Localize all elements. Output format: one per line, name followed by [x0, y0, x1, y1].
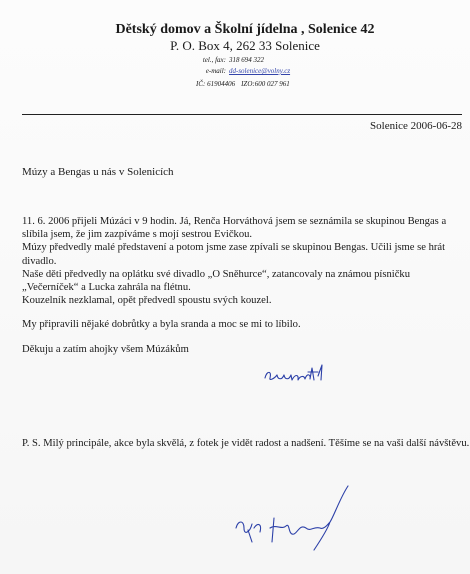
organization-address: P. O. Box 4, 262 33 Solenice	[170, 38, 320, 53]
phone-label: tel., fax:	[202, 56, 226, 64]
ic-number: IČ: 61904406	[196, 80, 236, 88]
paragraph-treats: My připravili nějaké dobrůtky a byla sranda a moc se mi to líbilo.	[22, 319, 301, 331]
paragraph-thanks: Děkuju a zatím ahojky všem Múzákům	[22, 343, 189, 355]
paragraph-theatre: Naše děti předvedly na oplátku své divadlo „O Sněhurce“, zatancovaly na známou písničku „Večerníček“ a Lucka zahrála na flétnu.	[22, 268, 411, 294]
postscript: P. S. Milý principále, akce byla skvělá, z fotek je vidět radost a nadšení. Těšíme se na vaši další návštěvu.	[22, 438, 470, 449]
signature-bottom	[230, 484, 360, 554]
email-link[interactable]: dd-solenice@volny.cz	[229, 67, 291, 75]
header-divider	[22, 114, 462, 115]
email-label: e-mail:	[205, 67, 226, 75]
letterhead	[0, 0, 470, 110]
paragraph-performance: Múzy předvedly malé představení a potom jsme zase zpívali se skupinou Bengas. Učili jsme se hrát divadlo.	[22, 242, 446, 267]
izo-number: IZO:600 027 961	[241, 80, 290, 88]
letter-subject: Múzy a Bengas u nás v Solenicích	[22, 166, 174, 178]
organization-name: Dětský domov a Školní jídelna , Solenice 42	[115, 22, 375, 37]
phone-value: 318 694 322	[229, 56, 264, 64]
signature-renata	[262, 362, 332, 388]
letter-body	[22, 215, 458, 356]
phone-line	[130, 56, 380, 64]
paragraph-arrival: 11. 6. 2006 přijeli Múzáci v 9 hodin. Já, Renča Horváthová jsem se seznámila se skupinou Bengas a slíbila jsem, že jim zazpíváme s mojí sestrou Evičkou.	[22, 216, 447, 241]
registration-ids	[196, 80, 290, 88]
paragraph-magician: Kouzelník nezklamal, opět předvedl spoustu svých kouzel.	[22, 295, 272, 307]
email-line	[130, 67, 380, 75]
letter-date: Solenice 2006-06-28	[370, 120, 462, 132]
